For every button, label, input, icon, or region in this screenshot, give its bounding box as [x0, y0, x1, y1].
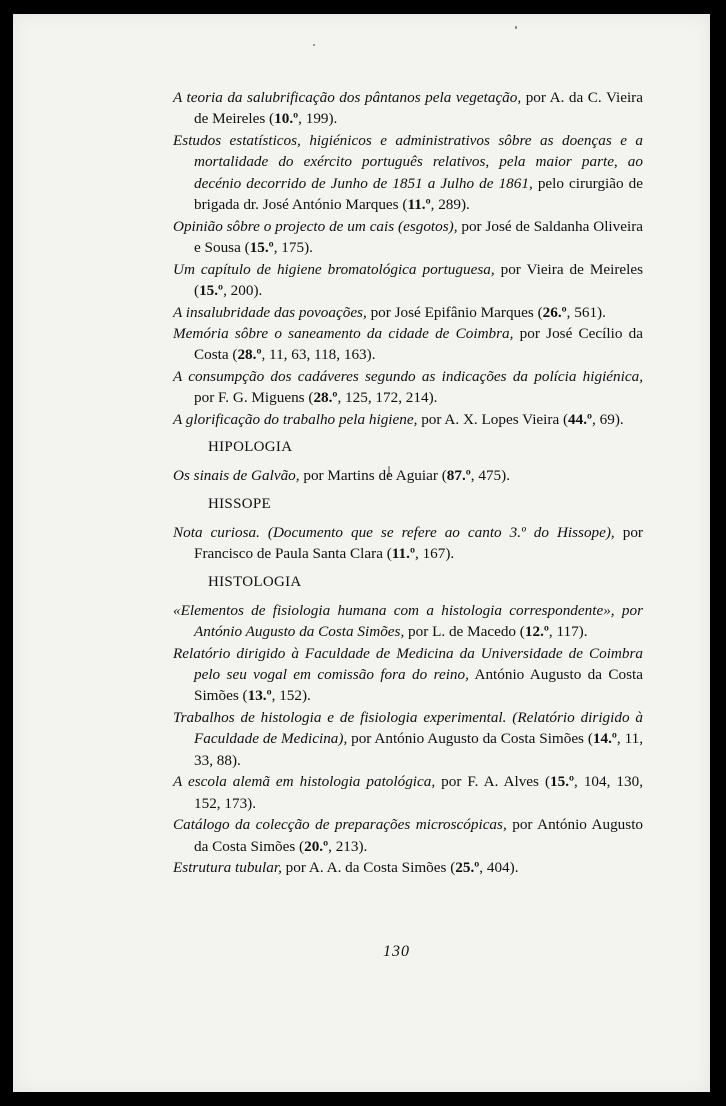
entry-pages: , 289). — [430, 196, 470, 214]
entry-title: Os sinais de Galvão, — [173, 467, 300, 485]
entry-author: pelo cirurgião de brigada dr. José António Marques ( — [194, 174, 644, 214]
bibliography-entry — [173, 771, 643, 814]
entry-volume: 11.º — [407, 196, 431, 214]
entry-title: A escola alemã em histologia patológica, — [173, 773, 436, 791]
entry-author: por F. A. Alves ( — [435, 773, 551, 791]
section-heading: HISTOLOGIA — [208, 573, 302, 590]
entry-pages: , 404). — [479, 859, 519, 877]
bibliography-column — [173, 87, 643, 879]
entry-title: Catálogo da colecção de preparações microscópicas, — [173, 816, 507, 834]
entry-volume: 20.º — [304, 837, 329, 855]
entry-pages: , 11, 33, 88). — [194, 730, 643, 769]
entry-volume: 15.º — [249, 239, 274, 257]
entry-pages: , 167). — [414, 545, 455, 563]
entry-pages: , 152). — [271, 687, 311, 705]
entry-title: «Elementos de fisiologia humana com a histologia correspondente», por António Augusto da Costa Simões, — [173, 601, 643, 641]
entry-author: por José de Saldanha Oliveira e Sousa ( — [194, 217, 643, 257]
entry-author: por José Cecílio da Costa ( — [194, 324, 643, 364]
entry-volume: 25.º — [455, 859, 480, 877]
entry-title: A insalubridade das povoações, — [173, 303, 367, 321]
entry-pages: , 475). — [470, 467, 510, 485]
bibliography-entry — [173, 600, 643, 643]
entry-author: por António Augusto da Costa Simões ( — [347, 730, 593, 748]
page-number: 130 — [383, 943, 410, 960]
entry-volume: 13.º — [247, 687, 272, 705]
entry-volume: 28.º — [237, 346, 262, 364]
entry-title: A glorificação do trabalho pela higiene, — [173, 410, 418, 428]
bibliography-entry — [173, 409, 643, 430]
entry-volume: 15.º — [199, 282, 224, 300]
paper-blemish — [515, 26, 517, 29]
section-heading: HISSOPE — [208, 495, 271, 512]
entry-pages: , 11, 63, 118, 163). — [261, 346, 376, 364]
bibliography-entry — [173, 216, 643, 259]
bibliography-entry — [173, 522, 643, 565]
section-heading: HIPOLOGIA — [208, 439, 293, 456]
entry-pages: , 69). — [592, 410, 624, 428]
entry-author: por José Epifânio Marques ( — [366, 303, 543, 321]
entry-author: por Francisco de Paula Santa Clara ( — [194, 523, 643, 563]
entry-pages: , 117). — [548, 623, 588, 641]
entry-title: A consumpção dos cadáveres segundo as indicações da polícia higiénica, — [173, 367, 643, 385]
bibliography-entry — [173, 643, 643, 707]
entry-author: por António Augusto da Costa Simões ( — [194, 816, 644, 855]
bibliography-entry — [173, 366, 643, 409]
paper-blemish — [313, 44, 315, 46]
entry-volume: 44.º — [568, 410, 593, 428]
bibliography-entry — [173, 323, 643, 366]
entry-title: Estudos estatísticos, higiénicos e administrativos sôbre as doenças e a mortalidade do exército português relativos, pela maior parte, ao decénio decorrido de Junho de 1851 a Julho de 1861, — [173, 131, 643, 192]
entry-title: Memória sôbre o saneamento da cidade de Coimbra, — [173, 324, 514, 342]
entry-title: Trabalhos de histologia e de fisiologia experimental. (Relatório dirigido à Faculdade de Medicina), — [173, 708, 643, 748]
entry-title: Nota curiosa. (Documento que se refere ao canto 3.º do Hissope), — [173, 523, 615, 541]
entry-volume: 15.º — [550, 773, 575, 791]
entry-volume: 12.º — [524, 623, 549, 641]
section-hissope — [173, 494, 643, 565]
entry-pages: , 175). — [273, 239, 313, 257]
entry-volume: 26.º — [542, 303, 567, 321]
entry-pages: , 561). — [566, 303, 606, 321]
entry-author: por A. X. Lopes Vieira ( — [417, 410, 569, 428]
entry-volume: 28.º — [313, 389, 338, 407]
entry-author: por L. de Macedo ( — [404, 623, 525, 641]
entry-title: Um capítulo de higiene bromatológica portuguesa, — [173, 260, 495, 278]
bibliography-entry — [173, 707, 643, 771]
continued-entries — [173, 87, 643, 430]
section-histologia — [173, 572, 643, 879]
entry-volume: 14.º — [592, 730, 617, 748]
bibliography-entry — [173, 87, 643, 130]
entry-pages: , 104, 130, 152, 173). — [194, 773, 643, 812]
entry-volume: 87.º — [446, 467, 471, 485]
entry-author: por A. A. da Costa Simões ( — [281, 859, 456, 877]
entry-author: por A. da C. Vieira de Meireles ( — [194, 89, 643, 128]
bibliography-entry — [173, 814, 643, 857]
entry-author: por Martins de Aguiar ( — [299, 467, 447, 485]
entry-volume: 10.º — [274, 110, 299, 128]
entry-pages: , 199). — [298, 110, 338, 128]
entry-author: por F. G. Miguens ( — [194, 389, 314, 407]
bibliography-entry — [173, 302, 643, 323]
entry-author: António Augusto da Costa Simões ( — [194, 665, 643, 705]
entry-title: Opinião sôbre o projecto de um cais (esgotos), — [173, 217, 458, 235]
entry-pages: , 125, 172, 214). — [337, 389, 438, 407]
bibliography-entry — [173, 857, 643, 878]
entry-title: Relatório dirigido à Faculdade de Medicina da Universidade de Coimbra pelo seu vogal em comissão fora do reino, — [173, 644, 643, 683]
bibliography-entry — [173, 130, 643, 216]
entry-pages: , 213). — [328, 837, 368, 855]
entry-volume: 11.º — [391, 545, 415, 563]
section-hipologia — [173, 437, 643, 486]
bibliography-entry — [173, 465, 643, 486]
entry-pages: , 200). — [223, 282, 263, 300]
entry-author: por Vieira de Meireles ( — [194, 260, 643, 300]
entry-title: Estrutura tubular, — [173, 859, 282, 877]
entry-title: A teoria da salubrificação dos pântanos pela vegetação, — [173, 89, 522, 106]
bibliography-entry — [173, 259, 643, 302]
